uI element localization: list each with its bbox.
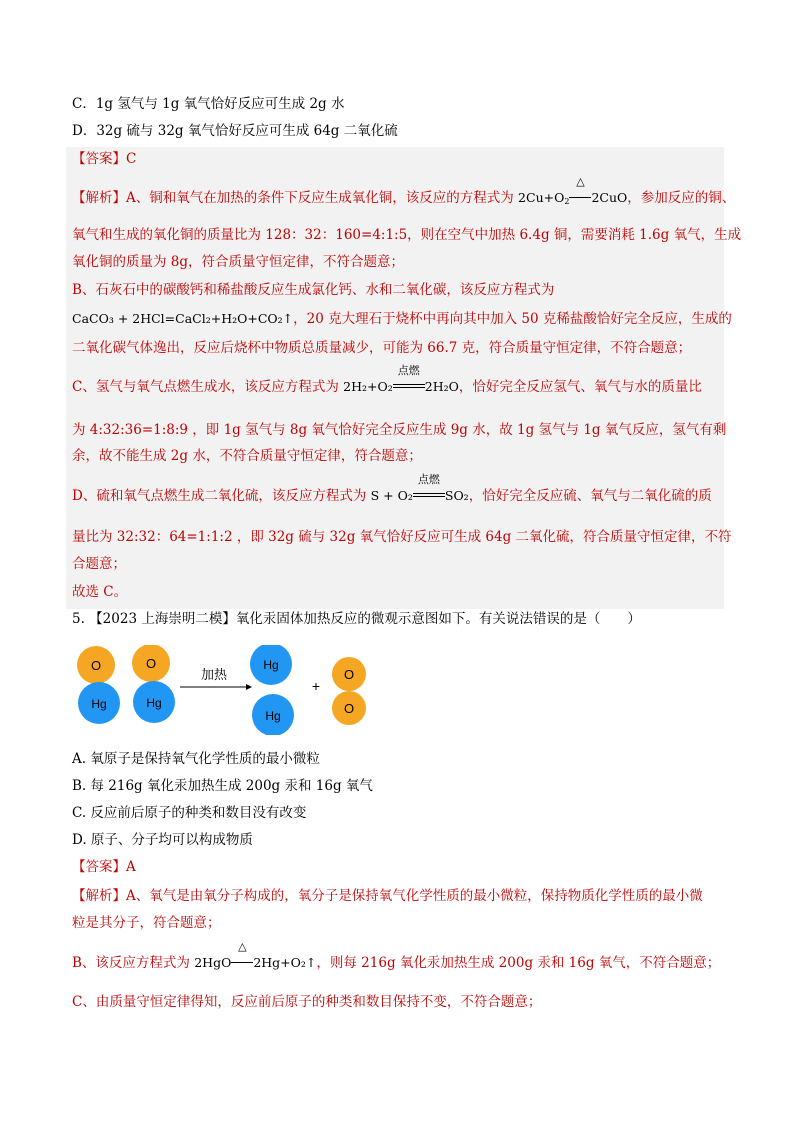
q4-analysis-c-line2: 为 4:32:36=1:8:9 ，即 1g 氢气与 8g 氧气恰好完全反应生成 9g 水，故 1g 氢气与 1g 氧气反应，氢气有剩 xyxy=(72,422,727,438)
oxygen-label: O xyxy=(343,667,355,682)
q5-analysis-a-line1: 【解析】A、氧气是由氧分子构成的，氧分子是保持氧气化学性质的最小微粒，保持物质化学性质的最小微 xyxy=(72,888,703,904)
answer-value: C xyxy=(126,151,137,167)
hgo-molecule-1 xyxy=(77,646,120,724)
equation-hgo: 2HgO △ 2Hg+O₂↑ xyxy=(194,940,317,970)
q4-analysis-b-line1: B、石灰石中的碳酸钙和稀盐酸反应生成氯化钙、水和二氧化碳，该反应方程式为 xyxy=(72,282,555,298)
q5-analysis-b-line: B、该反应方程式为 2HgO △ 2Hg+O₂↑，则每 216g 氧化汞加热生成 200g 汞和 16g 氧气，不符合题意； xyxy=(72,940,721,971)
q4-analysis-d-line3: 合题意； xyxy=(72,556,126,572)
equation-c: 2H₂+O₂ 点燃 2H₂O xyxy=(343,364,459,394)
q4-analysis-d-line1: D、硫和氧气点燃生成二氧化硫，该反应方程式为 S + O₂ 点燃 SO₂，恰好完全反应硫、氧气与二氧化硫的质 xyxy=(72,473,712,504)
answer-tag: 【答案】 xyxy=(72,859,126,875)
q4-analysis-c-line1: C、氢气与氧气点燃生成水，该反应方程式为 2H₂+O₂ 点燃 2H₂O，恰好完全反应氢气、氧气与水的质量比 xyxy=(72,364,702,395)
q4-analysis-b-line3: 二氧化碳气体逸出，反应后烧杯中物质总质量减少，可能为 66.7 克，符合质量守恒定律，不符合题意； xyxy=(72,340,692,356)
q4-answer-line xyxy=(72,149,136,169)
q4-analysis-a-line3: 氧化铜的质量为 8g，符合质量守恒定律，不符合题意； xyxy=(72,254,405,270)
mercury-label: Hg xyxy=(91,697,107,711)
q5-option-d: D. 原子、分子均可以构成物质 xyxy=(72,832,253,848)
q4-analysis-b-line2: CaCO₃ + 2HCl=CaCl₂+H₂O+CO₂↑，20 克大理石于烧杯中再向其中加入 50 克稀盐酸恰好完全反应，生成的 xyxy=(72,311,732,327)
arrow-head-icon xyxy=(246,684,252,690)
analysis-tag: 【解析】 xyxy=(72,888,126,904)
equation-a: $2Cu+O_2$ △ 2CuO xyxy=(518,175,628,206)
q5-analysis-a-line2: 粒是其分子，符合题意； xyxy=(72,915,221,931)
plus-sign: + xyxy=(311,678,321,694)
answer-value: A xyxy=(126,859,136,875)
mercury-label: Hg xyxy=(146,696,162,710)
q5-option-c: C. 反应前后原子的种类和数目没有改变 xyxy=(72,805,307,821)
equation-d: S + O₂ 点燃 SO₂ xyxy=(370,473,469,503)
oxygen-label: O xyxy=(343,701,355,716)
q4-analysis-a-line1: 【解析】A、铜和氧气在加热的条件下反应生成氧化铜，该反应的方程式为 $2Cu+O_2$ △ 2CuO，参加反应的铜、 xyxy=(72,175,736,206)
oxygen-molecule xyxy=(332,657,366,725)
q4-option-d: D．32g 硫与 32g 氧气恰好反应可生成 64g 二氧化硫 xyxy=(72,123,398,139)
q4-conclusion: 故选 C。 xyxy=(72,584,128,600)
mercury-label: Hg xyxy=(265,709,281,723)
arrow-label: 加热 xyxy=(200,667,228,682)
q4-option-c: C．1g 氢气与 1g 氧气恰好反应可生成 2g 水 xyxy=(72,96,345,112)
q5-stem: 5. 【2023 上海崇明二模】氧化汞固体加热反应的微观示意图如下。有关说法错误的是（ ） xyxy=(72,611,641,627)
hgo-molecule-2 xyxy=(132,645,175,723)
equation-b: CaCO₃ + 2HCl=CaCl₂+H₂O+CO₂↑ xyxy=(72,311,294,326)
analysis-tag: 【解析】 xyxy=(72,190,126,206)
q4-analysis-c-line3: 余，故不能生成 2g 水，不符合质量守恒定律，符合题意； xyxy=(72,448,422,464)
q5-answer-line xyxy=(72,857,136,877)
oxygen-label: O xyxy=(90,658,102,673)
q5-analysis-c-line: C、由质量守恒定律得知，反应前后原子的种类和数目保持不变，不符合题意； xyxy=(72,994,542,1010)
reaction-diagram xyxy=(72,645,392,735)
q5-option-a: A. 氧原子是保持氧气化学性质的最小微粒 xyxy=(72,751,320,767)
q5-option-b: B. 每 216g 氧化汞加热生成 200g 汞和 16g 氧气 xyxy=(72,778,373,794)
mercury-label: Hg xyxy=(263,658,279,672)
q4-analysis-d-line2: 量比为 32:32：64=1:1:2 ，即 32g 硫与 32g 氧气恰好反应可生成 64g 二氧化硫，符合质量守恒定律，不符 xyxy=(72,529,732,545)
oxygen-label: O xyxy=(145,656,157,671)
answer-tag: 【答案】 xyxy=(72,151,126,167)
q4-analysis-a-line2: 氧气和生成的氧化铜的质量比为 128：32：160=4:1:5，则在空气中加热 6.4g 铜，需要消耗 1.6g 氧气，生成 xyxy=(72,227,742,243)
